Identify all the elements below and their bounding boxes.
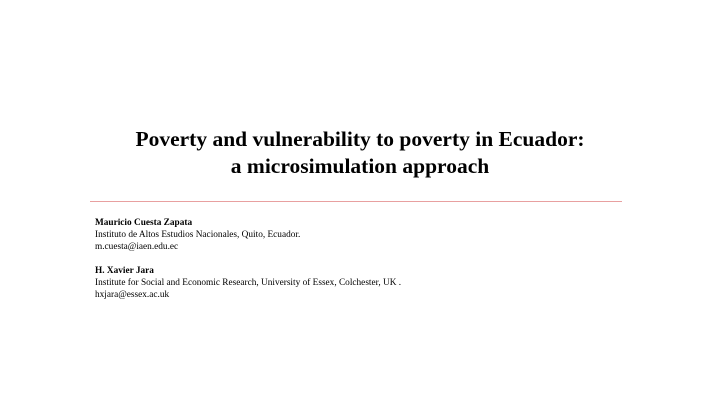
author-name: Mauricio Cuesta Zapata <box>95 218 193 228</box>
author-email: hxjara@essex.ac.uk <box>95 290 170 300</box>
slide-title-line-2: a microsimulation approach <box>230 154 490 178</box>
author-name: H. Xavier Jara <box>95 266 154 276</box>
slide-title <box>60 126 660 180</box>
author-affiliation: Instituto de Altos Estudios Nacionales, Quito, Ecuador. <box>95 230 301 240</box>
author-email: m.cuesta@iaen.edu.ec <box>95 242 179 252</box>
title-divider <box>90 201 622 202</box>
author-affiliation: Institute for Social and Economic Research, University of Essex, Colchester, UK . <box>95 278 402 288</box>
author-block-1 <box>95 217 595 253</box>
slide-title-line-1: Poverty and vulnerability to poverty in Ecuador: <box>135 127 585 151</box>
author-block-2 <box>95 265 595 301</box>
